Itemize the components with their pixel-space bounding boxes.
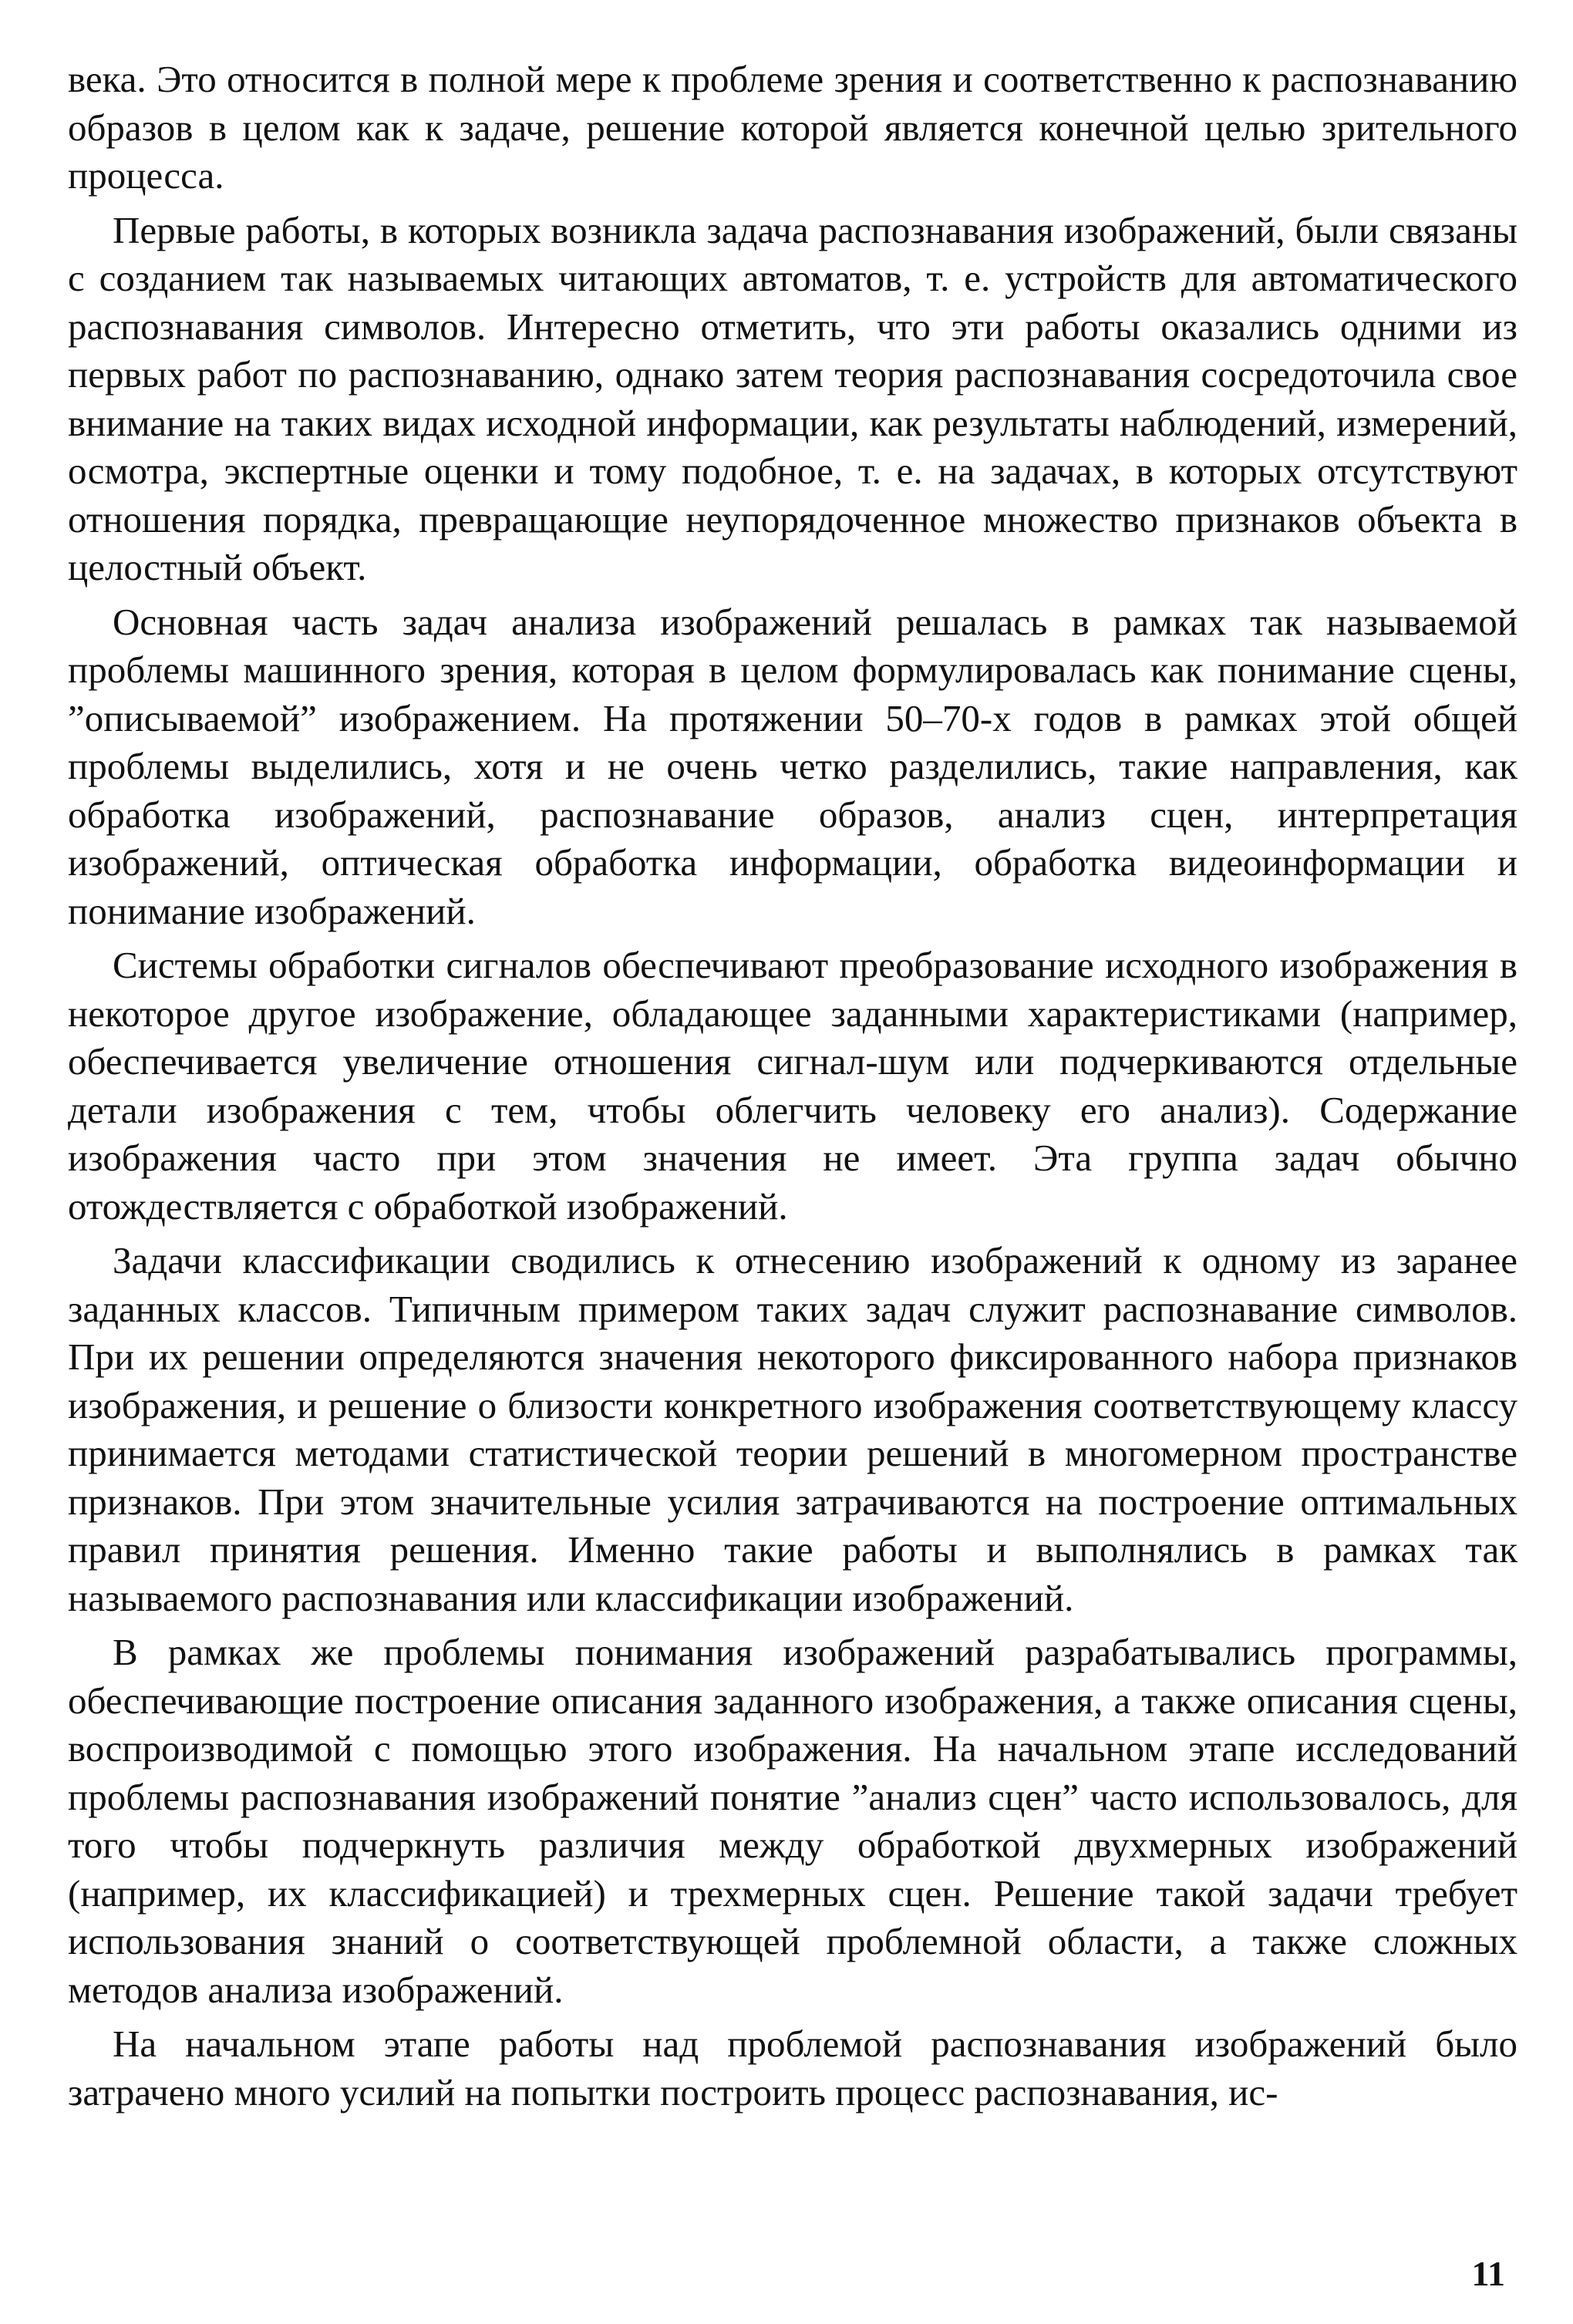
paragraph-7: На начальном этапе работы над проблемой распознавания изображений было затрачено много усилий на попытки построить процесс распознавания, ис- [68, 2023, 1517, 2113]
paragraph-4: Системы обработки сигналов обеспечивают преобразование исходного изображения в некоторое другое изображение, обладающее заданными характеристиками (например, обеспечивается увеличение отношения сигнал-шум или подчеркиваются отдельные детали изображения с тем, чтобы облегчить человеку его анализ). Содержание изображения часто при этом значения не имеет. Эта группа задач обычно отождествляется с обработкой изображений. [68, 944, 1517, 1228]
paragraph-2: Первые работы, в которых возникла задача распознавания изображений, были связаны с созданием так называемых читающих автоматов, т. е. устройств для автоматического распознавания символов. Интересно отметить, что эти работы оказались одними из первых работ по распознаванию, однако затем теория распознавания сосредоточила свое внимание на таких видах исходной информации, как результаты наблюдений, измерений, осмотра, экспертные оценки и тому подобное, т. е. на задачах, в которых отсутствуют отношения порядка, превращающие неупорядоченное множество признаков объекта в целостный объект. [68, 208, 1517, 588]
page-number: 11 [1471, 2254, 1505, 2293]
paragraph-3: Основная часть задач анализа изображений решалась в рамках так называемой проблемы машинного зрения, которая в целом формулировалась как понимание сцены, ”описываемой” изображением. На протяжении 50–70-х годов в рамках этой общей проблемы выделились, хотя и не очень четко разделились, такие направления, как обработка изображений, распознавание образов, анализ сцен, интерпретация изображений, оптическая обработка информации, обработка видеоинформации и понимание изображений. [68, 600, 1517, 932]
paragraph-6: В рамках же проблемы понимания изображений разрабатывались программы, обеспечивающие построение описания заданного изображения, а также описания сцены, воспроизводимой с помощью этого изображения. На начальном этапе исследований проблемы распознавания изображений понятие ”анализ сцен” часто использовалось, для того чтобы подчеркнуть различия между обработкой двухмерных изображений (например, их классификацией) и трехмерных сцен. Решение такой задачи требует использования знаний о соответствующей проблемной области, а также сложных методов анализа изображений. [68, 1631, 1517, 2011]
page-text [68, 56, 1517, 2117]
paragraph-1: века. Это относится в полной мере к проблеме зрения и соответственно к распознаванию образов в целом как к задаче, решение которой является конечной целью зрительного процесса. [68, 58, 1517, 197]
paragraph-5: Задачи классификации сводились к отнесению изображений к одному из заранее заданных классов. Типичным примером таких задач служит распознавание символов. При их решении определяются значения некоторого фиксированного набора признаков изображения, и решение о близости конкретного изображения соответствующему классу принимается методами статистической теории решений в многомерном пространстве признаков. При этом значительные усилия затрачиваются на построение оптимальных правил принятия решения. Именно такие работы и выполнялись в рамках так называемого распознавания или классификации изображений. [68, 1239, 1517, 1619]
